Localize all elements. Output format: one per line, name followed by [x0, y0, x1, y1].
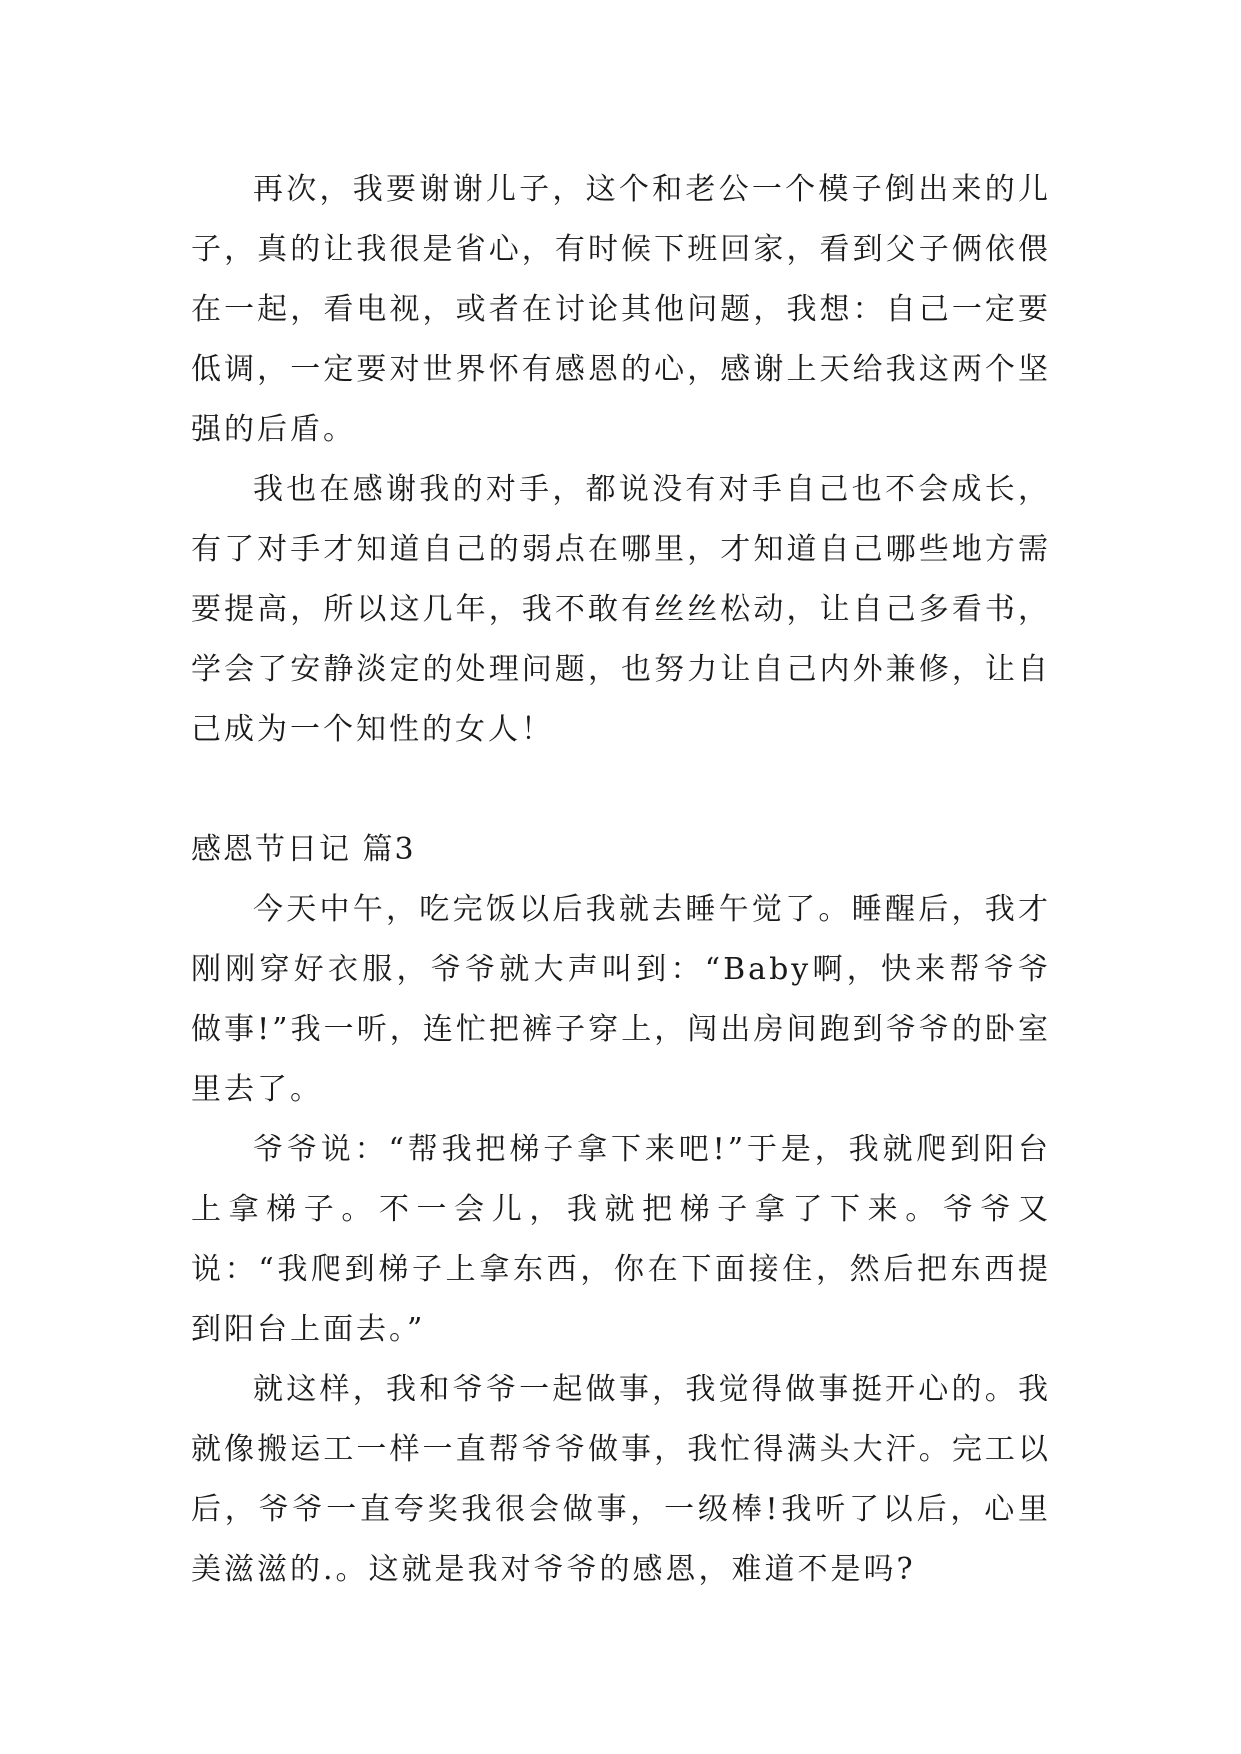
section-spacer — [191, 760, 1051, 820]
paragraph-gratitude: 就这样，我和爷爷一起做事，我觉得做事挺开心的。我就像搬运工一样一直帮爷爷做事，我忙得满头大汗。完工以后，爷爷一直夸奖我很会做事，一级棒!我听了以后，心里美滋滋的.。这就是我对爷爷的感恩，难道不是吗? — [191, 1372, 1051, 1587]
paragraph-thanks-son: 再次，我要谢谢儿子，这个和老公一个模子倒出来的儿子，真的让我很是省心，有时候下班回家，看到父子俩依偎在一起，看电视，或者在讨论其他问题，我想：自己一定要低调，一定要对世界怀有感恩的心，感谢上天给我这两个坚强的后盾。 — [191, 172, 1051, 447]
document-body — [191, 160, 1051, 1600]
section-heading: 感恩节日记 篇3 — [191, 832, 416, 867]
paragraph-grandpa-call: 今天中午，吃完饭以后我就去睡午觉了。睡醒后，我才刚刚穿好衣服，爷爷就大声叫到：“Baby啊，快来帮爷爷做事!”我一听，连忙把裤子穿上，闯出房间跑到爷爷的卧室里去了。 — [191, 892, 1051, 1107]
paragraph-thanks-rival: 我也在感谢我的对手，都说没有对手自己也不会成长，有了对手才知道自己的弱点在哪里，才知道自己哪些地方需要提高，所以这几年，我不敢有丝丝松动，让自己多看书，学会了安静淡定的处理问题，也努力让自己内外兼修，让自己成为一个知性的女人！ — [191, 472, 1051, 747]
paragraph-ladder: 爷爷说：“帮我把梯子拿下来吧!”于是，我就爬到阳台上拿梯子。不一会儿，我就把梯子拿了下来。爷爷又说：“我爬到梯子上拿东西，你在下面接住，然后把东西提到阳台上面去。” — [191, 1132, 1051, 1347]
